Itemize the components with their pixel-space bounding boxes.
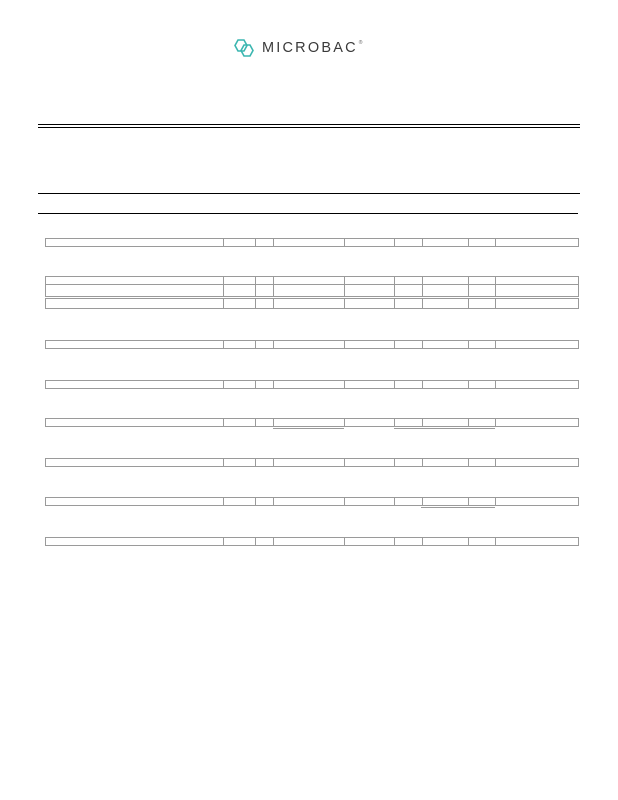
table-cell <box>344 459 345 466</box>
table-cell <box>394 381 395 388</box>
table-cell <box>273 498 274 505</box>
table-row <box>45 537 579 546</box>
table-cell <box>495 239 496 246</box>
table-cell <box>468 538 469 545</box>
table-cell <box>255 277 256 284</box>
table-cell <box>495 498 496 505</box>
table-cell <box>422 285 423 296</box>
table-row <box>45 276 579 285</box>
table-cell <box>223 239 224 246</box>
table-cell <box>495 538 496 545</box>
table-cell <box>468 419 469 426</box>
table-cell <box>255 498 256 505</box>
table-cell <box>223 285 224 296</box>
table-cell <box>255 459 256 466</box>
table-cell <box>223 498 224 505</box>
table-cell <box>468 381 469 388</box>
table-cell <box>495 381 496 388</box>
table-cell <box>495 459 496 466</box>
table-cell <box>495 285 496 296</box>
table-row <box>45 340 579 349</box>
table-row <box>45 458 579 467</box>
table-row <box>45 298 579 309</box>
table-cell <box>344 341 345 348</box>
table-cell <box>223 419 224 426</box>
table-cell <box>495 299 496 308</box>
table-cell <box>422 498 423 505</box>
table-cell <box>255 419 256 426</box>
table-cell <box>468 285 469 296</box>
table-cell <box>394 538 395 545</box>
table-cell <box>468 299 469 308</box>
table-cell <box>223 277 224 284</box>
top-double-rule-2 <box>38 127 580 128</box>
table-row <box>45 238 579 247</box>
table-cell <box>422 381 423 388</box>
table-row <box>45 418 579 427</box>
table-header-rule <box>38 213 578 214</box>
table-cell <box>468 239 469 246</box>
table-cell <box>273 538 274 545</box>
table-row <box>45 380 579 389</box>
table-cell <box>273 381 274 388</box>
table-cell <box>495 419 496 426</box>
table-cell <box>394 299 395 308</box>
table-cell <box>394 498 395 505</box>
table-cell <box>344 299 345 308</box>
table-cell <box>223 341 224 348</box>
table-cell <box>422 239 423 246</box>
table-cell <box>422 538 423 545</box>
table-cell <box>344 419 345 426</box>
cell-underline <box>273 428 344 429</box>
table-cell <box>255 299 256 308</box>
cell-underline <box>394 428 495 429</box>
table-cell <box>273 285 274 296</box>
table-cell <box>344 285 345 296</box>
table-cell <box>394 285 395 296</box>
table-cell <box>422 459 423 466</box>
table-cell <box>273 277 274 284</box>
company-logo <box>232 37 362 59</box>
table-cell <box>344 381 345 388</box>
table-cell <box>344 239 345 246</box>
table-cell <box>255 239 256 246</box>
brand-name: MICROBAC® <box>262 40 363 56</box>
table-cell <box>344 538 345 545</box>
table-cell <box>468 498 469 505</box>
table-cell <box>273 341 274 348</box>
microbac-hexagon-icon <box>232 37 256 59</box>
table-cell <box>255 341 256 348</box>
table-cell <box>255 538 256 545</box>
table-cell <box>223 381 224 388</box>
registered-mark: ® <box>358 40 363 46</box>
table-row <box>45 285 579 297</box>
table-cell <box>468 277 469 284</box>
table-cell <box>468 341 469 348</box>
table-cell <box>255 381 256 388</box>
table-cell <box>223 299 224 308</box>
table-cell <box>344 498 345 505</box>
section-rule <box>38 193 580 194</box>
table-cell <box>394 459 395 466</box>
table-cell <box>394 277 395 284</box>
table-cell <box>273 419 274 426</box>
table-cell <box>394 341 395 348</box>
table-cell <box>273 459 274 466</box>
table-cell <box>273 239 274 246</box>
table-cell <box>223 538 224 545</box>
table-cell <box>495 341 496 348</box>
table-cell <box>468 459 469 466</box>
table-cell <box>223 459 224 466</box>
table-cell <box>255 285 256 296</box>
cell-underline <box>421 507 495 508</box>
table-cell <box>495 277 496 284</box>
table-cell <box>394 239 395 246</box>
table-cell <box>422 419 423 426</box>
table-cell <box>422 277 423 284</box>
table-cell <box>344 277 345 284</box>
table-cell <box>394 419 395 426</box>
table-cell <box>273 299 274 308</box>
table-cell <box>422 341 423 348</box>
table-cell <box>422 299 423 308</box>
top-double-rule-1 <box>38 124 580 125</box>
table-row <box>45 497 579 506</box>
